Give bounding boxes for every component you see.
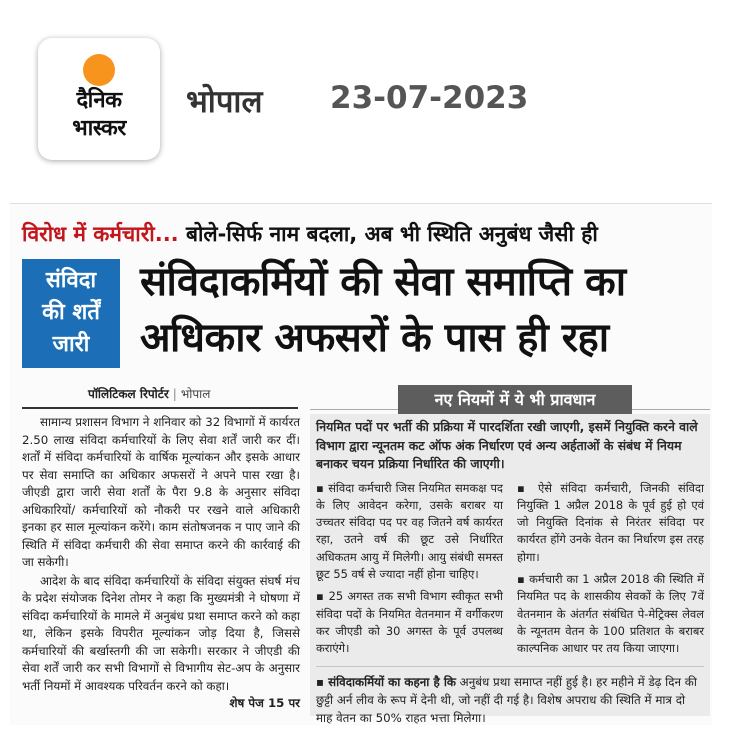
topic-tag (22, 259, 120, 368)
logo-text-line2: भास्कर (72, 116, 126, 141)
byline-city: भोपाल (180, 387, 211, 401)
topic-tag-line: संविदा (45, 268, 97, 293)
provisions-column-right (517, 480, 704, 663)
topic-tag-line: की शर्तें (42, 300, 100, 325)
provisions-intro: नियमित पदों पर भर्ती की प्रक्रिया में पारदर्शिता रखी जाएगी, इसमें नियुक्ति करने वाले विभाग द्वारा न्यूनतम कट ऑफ अंक निर्धारण एवं अन्य अर्हताओं के संबंध में नियम बनाकर चयन प्रक्रिया निर्धारित की जाएगी। (316, 419, 698, 471)
provisions-title: नए नियमों में ये भी प्रावधान (398, 385, 632, 415)
provision-text: 25 अगस्त तक सभी विभाग स्वीकृत सभी संविदा पदों के नियमित वेतनमान में वर्गीकरण कर जीएडी को 30 अगस्त के पूर्व उपलब्ध कराएंगे। (316, 589, 503, 656)
sun-icon (83, 54, 115, 86)
divider (22, 407, 298, 409)
statement-lead: ▪ संविदाकर्मियों का कहना है कि (316, 675, 456, 690)
bullet-icon: ▪ (316, 480, 325, 495)
topic-tag-line: जारी (52, 332, 90, 357)
provision-text: ऐसे संविदा कर्मचारी, जिनकी संविदा नियुक्ति 1 अप्रैल 2018 के पूर्व हुई हो एवं जो नियुक्ति दिनांक से निरंतर संविदा पर कार्यरत होंगे उनके वेतन का निर्धारण इस तरह होगा। (517, 480, 704, 564)
statement-text: अनुबंध प्रथा समाप्त नहीं हुई है। हर महीने में डेढ़ दिन की छुट्टी अर्न लीव के रूप में देनी थी, जो नहीं दी गई है। विशेष अपराध की स्थिति में मात्र दो माह वेतन का 50% राहत भत्ता मिलेगा। (316, 675, 697, 726)
provision-item (517, 480, 704, 566)
kicker-text: बोले-सिर्फ नाम बदला, अब भी स्थिति अनुबंध जैसी ही (178, 222, 598, 246)
news-clipping (10, 203, 712, 725)
bullet-icon: ▪ (316, 589, 325, 604)
provisions-column-left (316, 480, 503, 663)
edition-date: 23-07-2023 (330, 80, 529, 116)
byline-author: पॉलिटिकल रिपोर्टर (88, 387, 169, 401)
provision-text: संविदा कर्मचारी जिस नियमित समकक्ष पद के लिए आवेदन करेगा, उसके बराबर या उच्चतर संविदा पद पर वह जितने वर्ष कार्यरत रहा, उतने वर्ष की छूट उसे निर्धारित अधिकतम आयु में मिलेगी। आयु संबंधी समस्त छूट 55 वर्ष से ज्यादा नहीं होना चाहिए। (316, 480, 503, 581)
provision-item (316, 588, 503, 657)
provisions-columns (316, 480, 704, 663)
provision-item (517, 571, 704, 657)
provisions-box (310, 414, 710, 726)
article-body (22, 414, 300, 713)
dainik-bhaskar-logo (38, 38, 160, 160)
byline-separator: | (172, 387, 177, 401)
paragraph-text: आदेश के बाद संविदा कर्मचारियों के संविदा संयुक्त संघर्ष मंच के प्रदेश संयोजक दिनेश तोमर ने कहा कि मुख्यमंत्री ने घोषणा में संविदा कर्मचारियों के मामले में अनुबंध प्रथा समाप्त करने को कहा था, लेकिन इसके विपरीत मूल्यांकन जोड़ दिया है, जिससे कर्मचारियों की बर्खास्तगी की जा सकेगी। सरकार ने जीएडी की सेवा शर्तें जारी कर सभी विभागों से विभागीय सेट-अप के अनुसार भर्ती नियमों में आवश्यक परिवर्तन करने को कहा। (22, 573, 300, 693)
provision-item (316, 480, 503, 584)
edition-city: भोपाल (186, 84, 263, 120)
logo-text-line1: दैनिक (76, 88, 122, 113)
kicker-highlight: विरोध में कर्मचारी... (22, 222, 179, 246)
provision-text: कर्मचारी का 1 अप्रैल 2018 की स्थिति में नियमित पद के शासकीय सेवकों के लिए 7वें वेतनमान के अंतर्गत संबंधित पे-मेट्रिक्स लेवल के न्यूनतम वेतन के 100 प्रतिशत के बराबर काल्पनिक आधार पर तय किया जाएगा। (517, 571, 704, 656)
paragraph: सामान्य प्रशासन विभाग ने शनिवार को 32 विभागों में कार्यरत 2.50 लाख संविदा कर्मचारियों के लिए सेवा शर्तें जारी कर दीं। शर्तों में संविदा कर्मचारियों के वार्षिक मूल्यांकन और इसके आधार पर सेवा समाप्ति का अधिकार अफसरों ने अपने पास रखा है। जीएडी द्वारा जारी सेवा शर्तों के पैरा 9.8 के अनुसार संविदा अधिकारियों/ कर्मचारियों को नौकरी पर रखने वाले अधिकारी इनका हर साल मूल्यांकन करेंगे। काम संतोषजनक न पाए जाने की स्थिति में संविदा कर्मचारी की सेवा समाप्त करने की कार्रवाई की जा सकेगी। (22, 415, 300, 569)
continued-note: शेष पेज 15 पर (229, 696, 300, 710)
bullet-icon: ▪ (517, 480, 530, 495)
byline (88, 385, 210, 402)
kicker (22, 220, 598, 248)
bullet-icon: ▪ (517, 571, 526, 586)
paragraph (22, 573, 300, 710)
employees-statement (316, 666, 704, 727)
headline: संविदाकर्मियों की सेवा समाप्ति का अधिकार अफसरों के पास ही रहा (140, 259, 626, 361)
